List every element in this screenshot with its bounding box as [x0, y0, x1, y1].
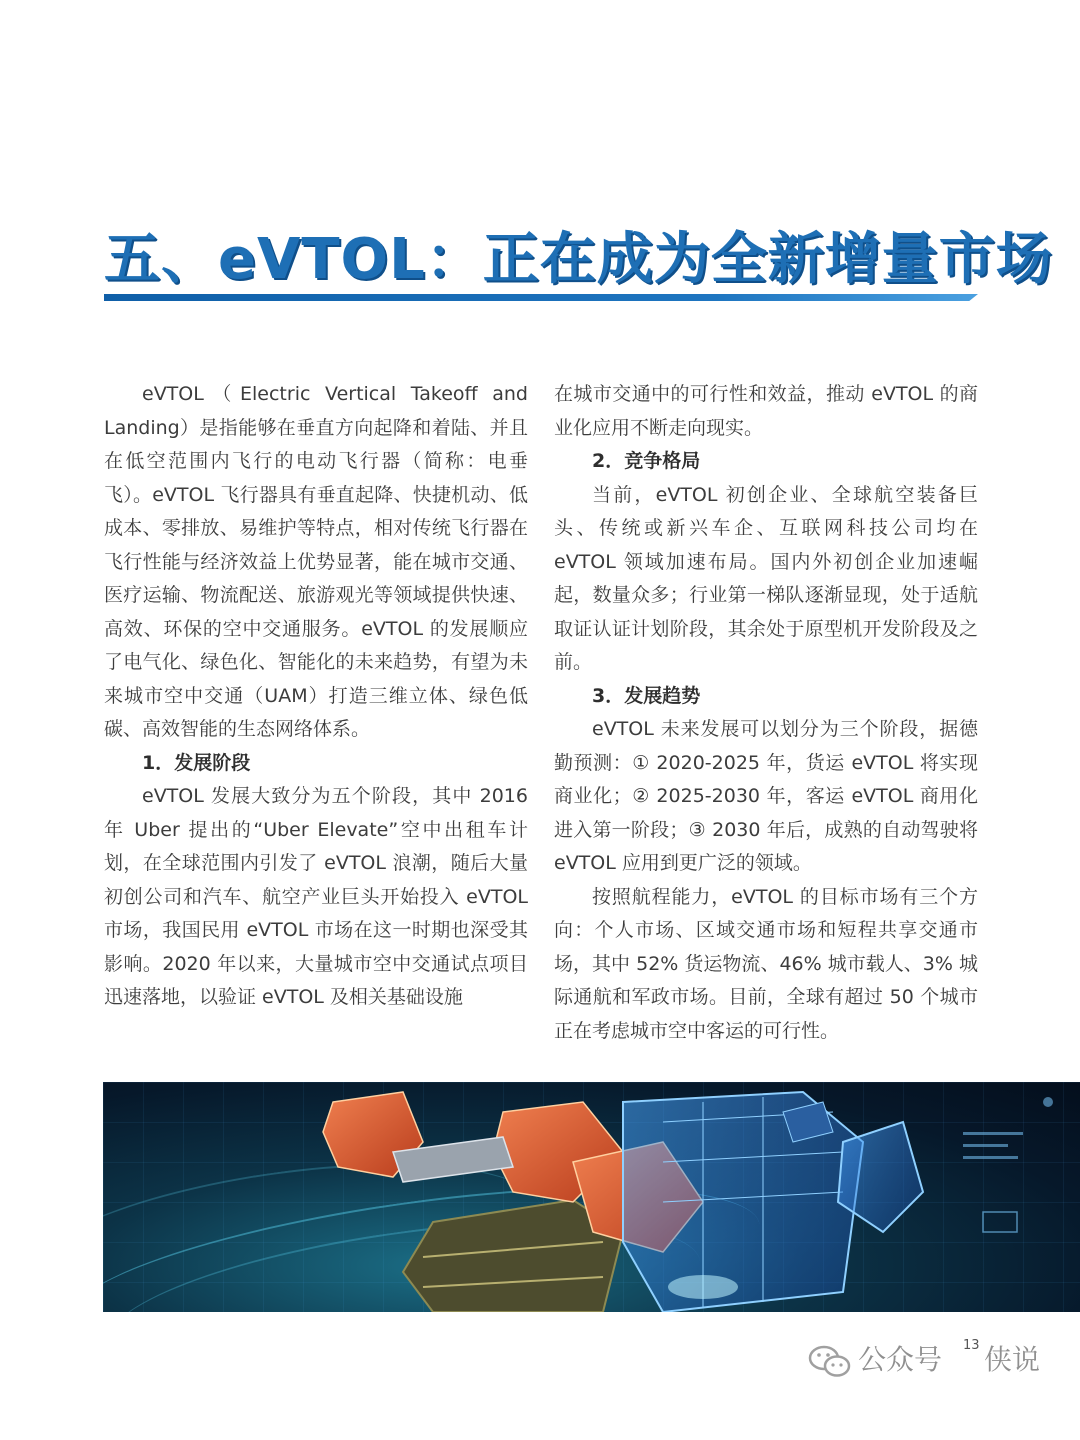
- wechat-icon: [808, 1344, 852, 1380]
- market-paragraph: 按照航程能力，eVTOL 的目标市场有三个方向：个人市场、区域交通市场和短程共享交通市场，其中 52% 货运物流、46% 城市载人、3% 城际通航和军政市场。目前，全球有超过 50 个城市正在考虑城市空中客运的可行性。: [554, 885, 978, 1042]
- section-heading-competition: 2．竞争格局: [592, 450, 701, 472]
- left-column: [104, 378, 528, 1015]
- page-title: 五、eVTOL：正在成为全新增量市场: [104, 227, 1053, 292]
- trends-paragraph: eVTOL 未来发展可以划分为三个阶段，据德勤预测：① 2020-2025 年，货运 eVTOL 将实现商业化；② 2025-2030 年，客运 eVTOL 商用化进入第一阶段；③ 2030 年后，成熟的自动驾驶将 eVTOL 应用到更广泛的领域。: [554, 718, 978, 874]
- page-number: 13: [963, 1338, 980, 1353]
- section-heading-stages: 1．发展阶段: [142, 751, 251, 774]
- right-column: [554, 378, 978, 1048]
- footer-account: 侠说: [984, 1343, 1041, 1376]
- title-underline: [104, 294, 978, 301]
- stages-paragraph-continued: 在城市交通中的可行性和效益，推动 eVTOL 的商业化应用不断走向现实。: [554, 383, 978, 439]
- footer-brand: 公众号: [858, 1343, 943, 1376]
- competition-paragraph: 当前，eVTOL 初创企业、全球航空装备巨头、传统或新兴车企、互联网科技公司均在 eVTOL 领域加速布局。国内外初创企业加速崛起，数量众多；行业第一梯队逐渐显现，处于适航取证认证计划阶段，其余处于原型机开发阶段及之前。: [554, 483, 978, 673]
- section-heading-trends: 3．发展趋势: [592, 684, 701, 707]
- robot-illustration: [103, 1082, 1080, 1312]
- robot-drawing: [103, 1082, 1080, 1312]
- page-footer: [808, 1338, 1058, 1384]
- intro-paragraph: eVTOL（Electric Vertical Takeoff and Landing）是指能够在垂直方向起降和着陆、并且在低空范围内飞行的电动飞行器（简称：电垂飞）。eVTOL 飞行器具有垂直起降、快捷机动、低成本、零排放、易维护等特点，相对传统飞行器在飞行性能与经济效益上优势显著，能在城市交通、医疗运输、物流配送、旅游观光等领域提供快速、高效、环保的空中交通服务。eVTOL 的发展顺应了电气化、绿色化、智能化的未来趋势，有望为未来城市空中交通（UAM）打造三维立体、绿色低碳、高效智能的生态网络体系。: [104, 383, 528, 740]
- stages-paragraph: eVTOL 发展大致分为五个阶段，其中 2016 年 Uber 提出的“Uber Elevate”空中出租车计划，在全球范围内引发了 eVTOL 浪潮，随后大量初创公司和汽车、航空产业巨头开始投入 eVTOL 市场，我国民用 eVTOL 市场在这一时期也深受其影响。2020 年以来，大量城市空中交通试点项目迅速落地，以验证 eVTOL 及相关基础设施: [104, 785, 528, 1008]
